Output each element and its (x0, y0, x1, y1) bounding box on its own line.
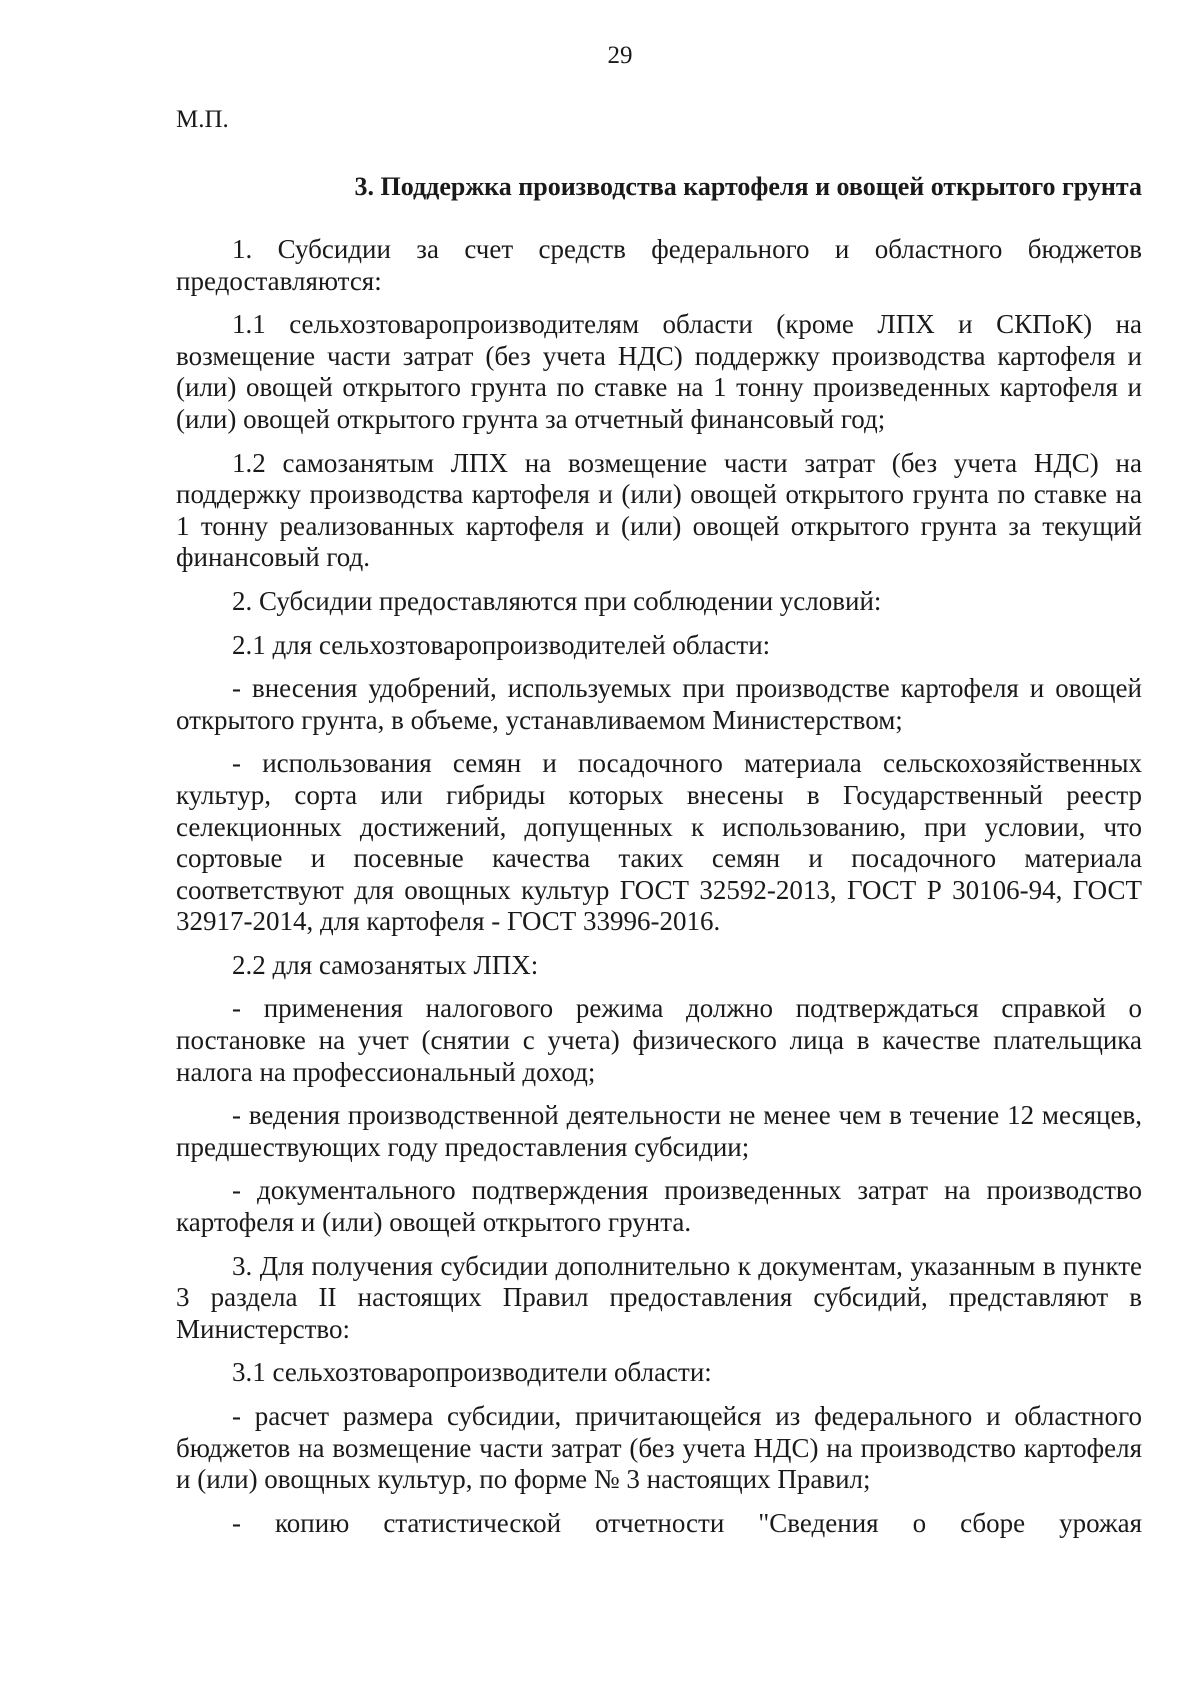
list-item-statistics-copy: - копию статистической отчетности "Сведения о сборе урожая (232, 1507, 1142, 1538)
list-item-fertilizer: - внесения удобрений, используемых при производстве картофеля и овощей открытого грунта, в объеме, устанавливаемом Министерством; (176, 673, 1142, 735)
paragraph-2-2: 2.2 для самозанятых ЛПХ: (232, 949, 539, 980)
paragraph-1-2: 1.2 самозанятым ЛПХ на возмещение части затрат (без учета НДС) на поддержку производства картофеля и (или) овощей открытого грунта по ставке на 1 тонну реализованных картофеля и (или) овощей открытого грунта за текущий финансовый год. (176, 447, 1142, 573)
page-number: 29 (607, 42, 633, 69)
paragraph-1-1: 1.1 сельхозтоваропроизводителям области (кроме ЛПХ и СКПоК) на возмещение части затрат (без учета НДС) поддержку производства картофеля и (или) овощей открытого грунта по ставке на 1 тонну произведенных картофеля и (или) овощей открытого грунта за отчетный финансовый год; (176, 309, 1142, 434)
document-body (176, 234, 1142, 1551)
paragraph-3-1: 3.1 сельхозтоваропроизводители области: (232, 1357, 712, 1388)
list-item-seeds: - использования семян и посадочного материала сельскохозяйственных культур, сорта или гибриды которых внесены в Государственный реестр селекционных достижений, допущенных к использованию, при условии, что сортовые и посевные качества таких семян и посадочного материала соответствуют для овощных культур ГОСТ 32592-2013, ГОСТ Р 30106-94, ГОСТ 32917-2014, для картофеля - ГОСТ 33996-2016. (176, 748, 1142, 937)
paragraph-3: 3. Для получения субсидии дополнительно к документам, указанным в пункте 3 раздела II настоящих Правил предоставления субсидий, представляют в Министерство: (176, 1250, 1142, 1344)
paragraph-2-1: 2.1 для сельхозтоваропроизводителей области: (232, 629, 771, 660)
paragraph-1: 1. Субсидии за счет средств федерального и областного бюджетов предоставляются: (176, 234, 1142, 296)
list-item-activity-period: - ведения производственной деятельности не менее чем в течение 12 месяцев, предшествующих году предоставления субсидии; (176, 1100, 1142, 1162)
paragraph-2: 2. Субсидии предоставляются при соблюдении условий: (232, 585, 882, 616)
list-item-cost-confirmation: - документального подтверждения произведенных затрат на производство картофеля и (или) овощей открытого грунта. (176, 1175, 1142, 1238)
list-item-tax-regime: - применения налогового режима должно подтверждаться справкой о постановке на учет (снятии с учета) физического лица в качестве плательщика налога на профессиональный доход; (176, 993, 1142, 1087)
list-item-subsidy-calculation: - расчет размера субсидии, причитающейся из федерального и областного бюджетов на возмещение части затрат (без учета НДС) на производство картофеля и (или) овощных культур, по форме № 3 настоящих Правил; (176, 1401, 1142, 1495)
section-title: 3. Поддержка производства картофеля и овощей открытого грунта (354, 172, 1142, 201)
stamp-place-label: М.П. (176, 106, 229, 133)
